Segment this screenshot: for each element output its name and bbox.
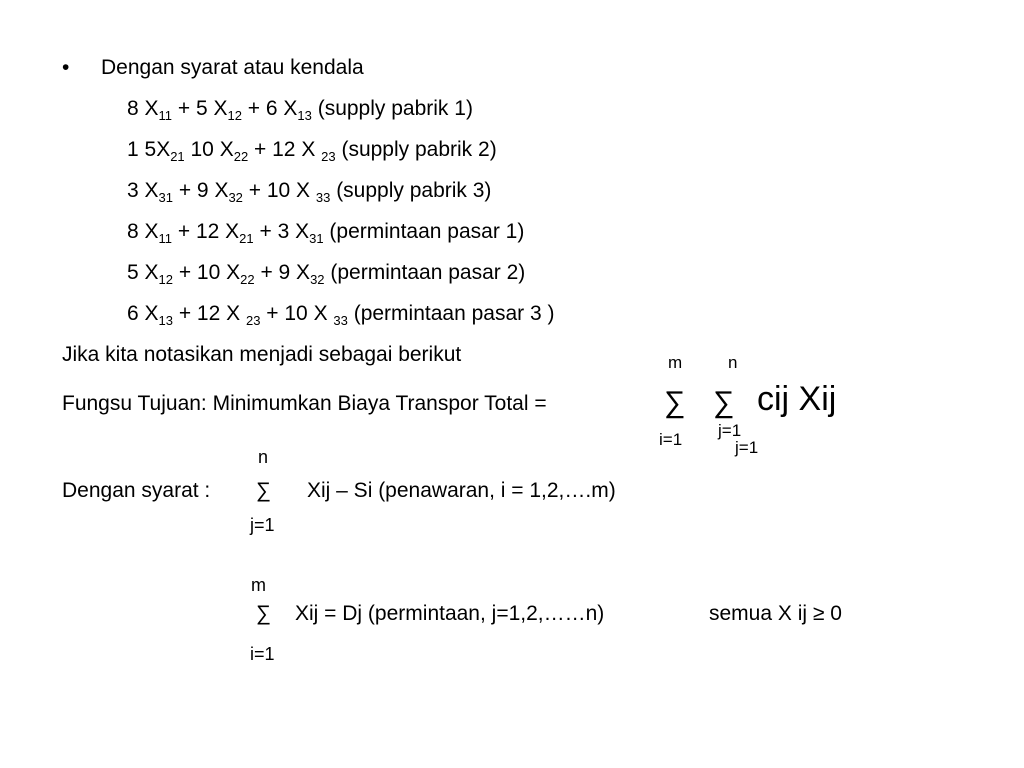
objective-label: Fungsu Tujuan: Minimumkan Biaya Transpor Total = (62, 392, 547, 415)
supply-constraint-expr: Xij – Si (penawaran, i = 1,2,….m) (307, 479, 616, 502)
demand-constraint-expr: Xij = Dj (permintaan, j=1,2,……n) (295, 602, 605, 625)
heading-text: Dengan syarat atau kendala (101, 56, 364, 79)
objective-term: cij Xij (757, 380, 837, 418)
sum2-upper-limit: n (728, 353, 738, 372)
constraint-line: 1 $5X_{21}$ 10 $X_{22} + 12$ X $_{23}$ (supply pabrik 2) (127, 138, 497, 164)
supply-constraint-label: Dengan syarat : (62, 479, 211, 502)
nonnegativity-constraint: semua X ij ≥ 0 (709, 602, 842, 625)
constraint-line: 6 $X_{13} + 12$ X $_{23}$ + 10 X $_{33}$ (permintaan pasar 3 ) (127, 302, 555, 328)
sum1-upper-limit: m (668, 353, 683, 372)
sum2-lower-limit: j=1 (718, 421, 742, 440)
constraint-line: 8 $X_{11} + 5$ $X_{12} + 6$ $X_{13}$ (supply pabrik 1) (127, 97, 473, 123)
notation-line: Jika kita notasikan menjadi sebagai berikut (62, 343, 462, 366)
demand-sum-lower-limit: i=1 (250, 644, 275, 664)
sum1-lower-limit: i=1 (659, 430, 683, 449)
sum2-lower-limit-duplicate: j=1 (735, 438, 759, 457)
supply-sum-upper-limit: n (258, 447, 269, 467)
demand-sum-upper-limit: m (251, 575, 266, 595)
constraint-line: 5 $X_{12} + 10$ $X_{22} + 9$ $X_{32}$ (permintaan pasar 2) (127, 261, 526, 287)
constraint-line: 8 $X_{11} + 12$ $X_{21} + 3$ $X_{31}$ (permintaan pasar 1) (127, 220, 525, 246)
bullet-marker: • (62, 56, 70, 79)
sum2-sigma-icon: ∑ (713, 386, 735, 419)
supply-sum-lower-limit: j=1 (250, 515, 275, 535)
demand-sigma-icon: ∑ (256, 602, 271, 625)
sum1-sigma-icon: ∑ (664, 386, 686, 419)
supply-sigma-icon: ∑ (256, 479, 271, 502)
constraint-line: 3 $X_{31} + 9$ $X_{32} + 10$ X $_{33}$ (supply pabrik 3) (127, 179, 492, 205)
